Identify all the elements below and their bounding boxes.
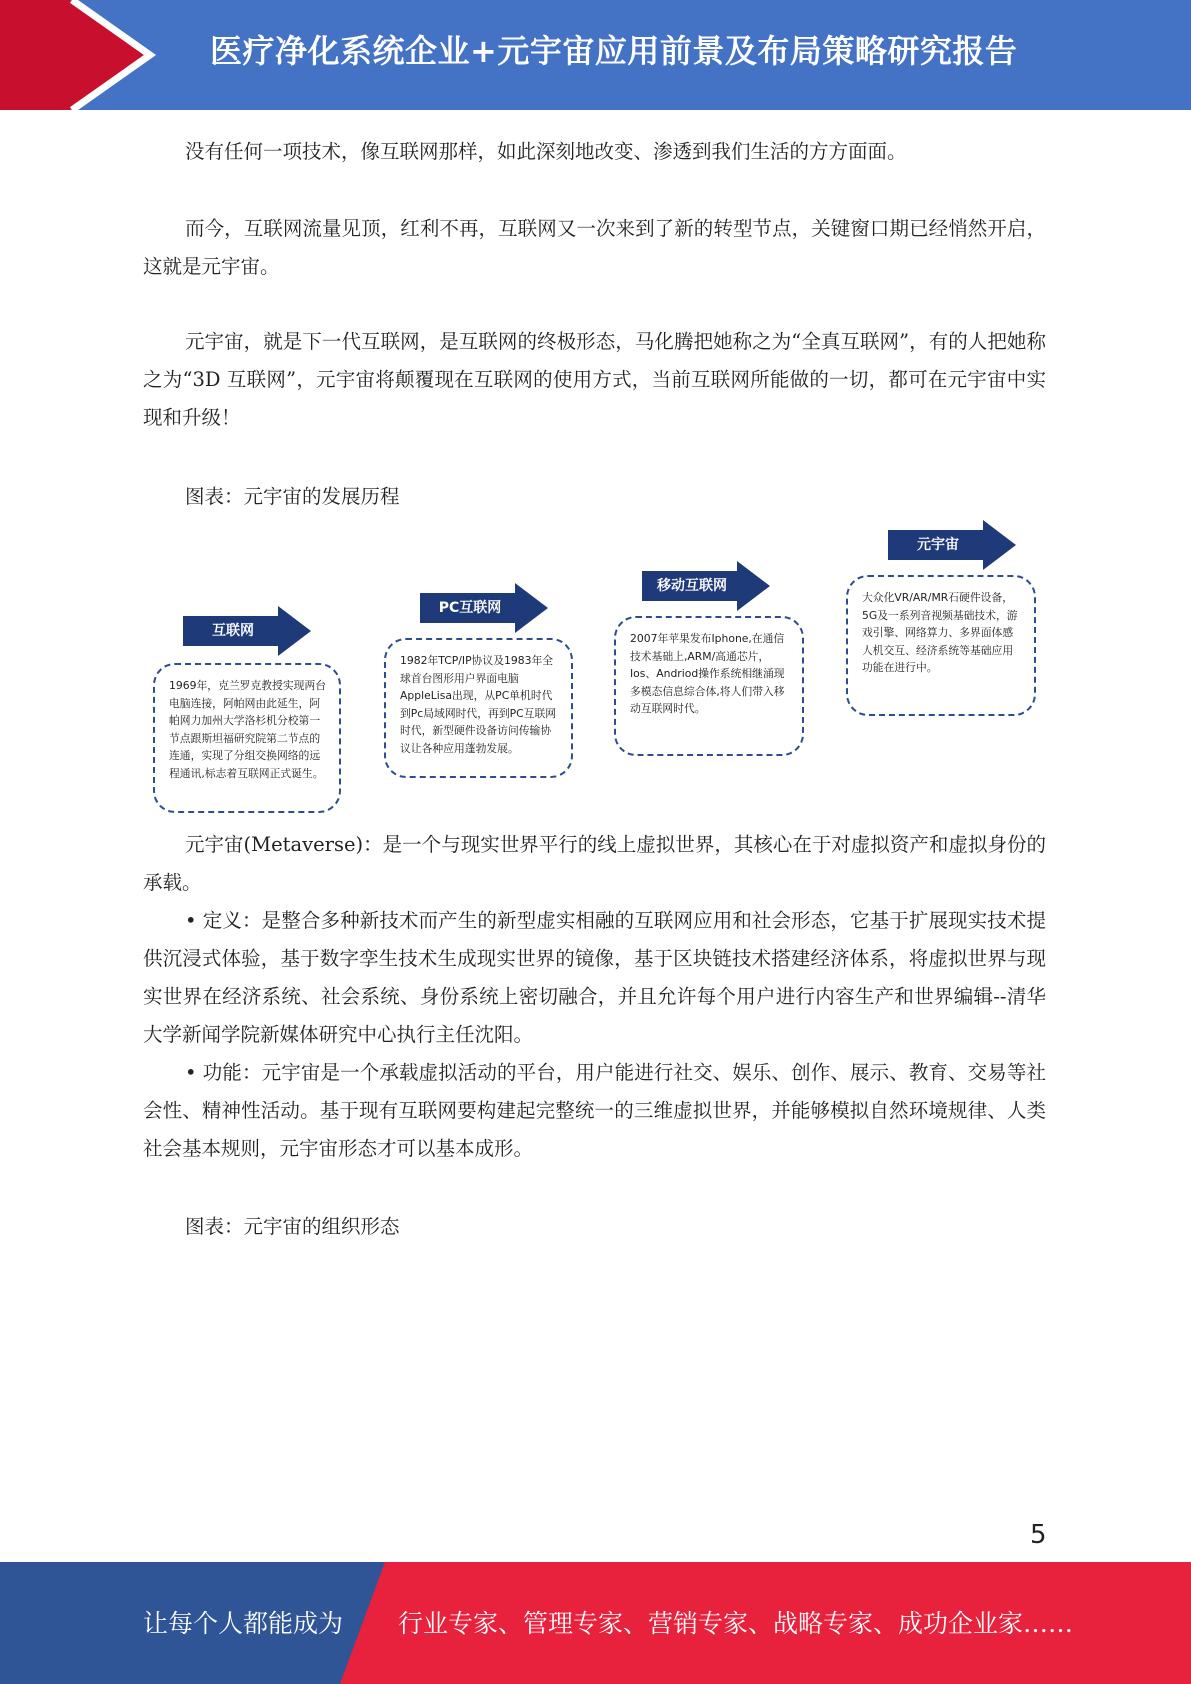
footer-slogan-left: 让每个人都能成为 bbox=[143, 1609, 344, 1638]
page-number: 5 bbox=[1030, 1520, 1047, 1550]
stage-label: PC互联网 bbox=[438, 600, 502, 616]
paragraph-metaverse-definition: 元宇宙(Metaverse)：是一个与现实世界平行的线上虚拟世界，其核心在于对虚拟资产和虚拟身份的承载。 bbox=[143, 833, 1046, 894]
paragraph-function-bullet: • 功能：元宇宙是一个承载虚拟活动的平台，用户能进行社交、娱乐、创作、展示、教育、交易等社会性、精神性活动。基于现有互联网要构建起完整统一的三维虚拟世界，并能够模拟自然环境规律、人类社会基本规则，元宇宙形态才可以基本成形。 bbox=[143, 1061, 1046, 1160]
page-footer bbox=[0, 1562, 1191, 1684]
stage-description: 1969年，克兰罗克教授实现两台电脑连接，阿帕网由此延生，阿帕网力加州大学洛杉机分校第一节点跟斯坦福研究院第二节点的连通，实现了分组交换网络的远程通讯,标志着互联网正式诞生。 bbox=[153, 663, 341, 813]
header-chevron-decoration bbox=[0, 0, 160, 110]
paragraph-definition-bullet: • 定义：是整合多种新技术而产生的新型虚实相融的互联网应用和社会形态，它基于扩展现实技术提供沉浸式体验，基于数字孪生技术生成现实世界的镜像，基于区块链技术搭建经济体系，将虚拟世界与现实世界在经济系统、社会系统、身份系统上密切融合，并且允许每个用户进行内容生产和世界编辑--清华大学新闻学院新媒体研究中心执行主任沈阳。 bbox=[143, 909, 1046, 1046]
stage-description: 1982年TCP/IP协议及1983年全球首台图形用户界面电脑AppleLisa出现，从PC单机时代到Pc局域网时代，再到PC互联网时代，新型硬件设备访问传输协议让各种应用蓬勃发展。 bbox=[384, 638, 573, 778]
paragraph-1: 没有任何一项技术，像互联网那样，如此深刻地改变、渗透到我们生活的方方面面。 bbox=[185, 140, 907, 163]
figure-caption-organization: 图表：元宇宙的组织形态 bbox=[185, 1215, 400, 1238]
paragraph-3: 元宇宙，就是下一代互联网，是互联网的终极形态，马化腾把她称之为“全真互联网”，有的人把她称之为“3D 互联网”，元宇宙将颠覆现在互联网的使用方式，当前互联网所能做的一切，都可在元宇宙中实现和升级！ bbox=[143, 330, 1046, 429]
report-title: 医疗净化系统企业+元宇宙应用前景及布局策略研究报告 bbox=[210, 32, 1018, 70]
paragraph-2: 而今，互联网流量见顶，红利不再，互联网又一次来到了新的转型节点，关键窗口期已经悄然开启，这就是元宇宙。 bbox=[143, 217, 1046, 278]
stage-label: 元宇宙 bbox=[917, 537, 959, 553]
page-header bbox=[0, 0, 1191, 110]
metaverse-timeline-figure bbox=[140, 510, 1050, 815]
figure-caption-development: 图表：元宇宙的发展历程 bbox=[185, 485, 400, 508]
stage-label: 互联网 bbox=[212, 623, 254, 639]
footer-slogan-right: 行业专家、管理专家、营销专家、战略专家、成功企业家…… bbox=[398, 1609, 1074, 1638]
stage-label: 移动互联网 bbox=[657, 578, 727, 594]
stage-description: 大众化VR/AR/MR石硬件设备，5G及一系列音视频基础技术，游戏引擎、网络算力、多界面体感人机交互、经济系统等基础应用功能在进行中。 bbox=[846, 575, 1036, 716]
stage-description: 2007年苹果发布Iphone,在通信技术基础上,ARM/高通芯片，Ios、Andriod操作系统相继涌现多模态信息综合体,将人们带入移动互联网时代。 bbox=[614, 616, 804, 756]
